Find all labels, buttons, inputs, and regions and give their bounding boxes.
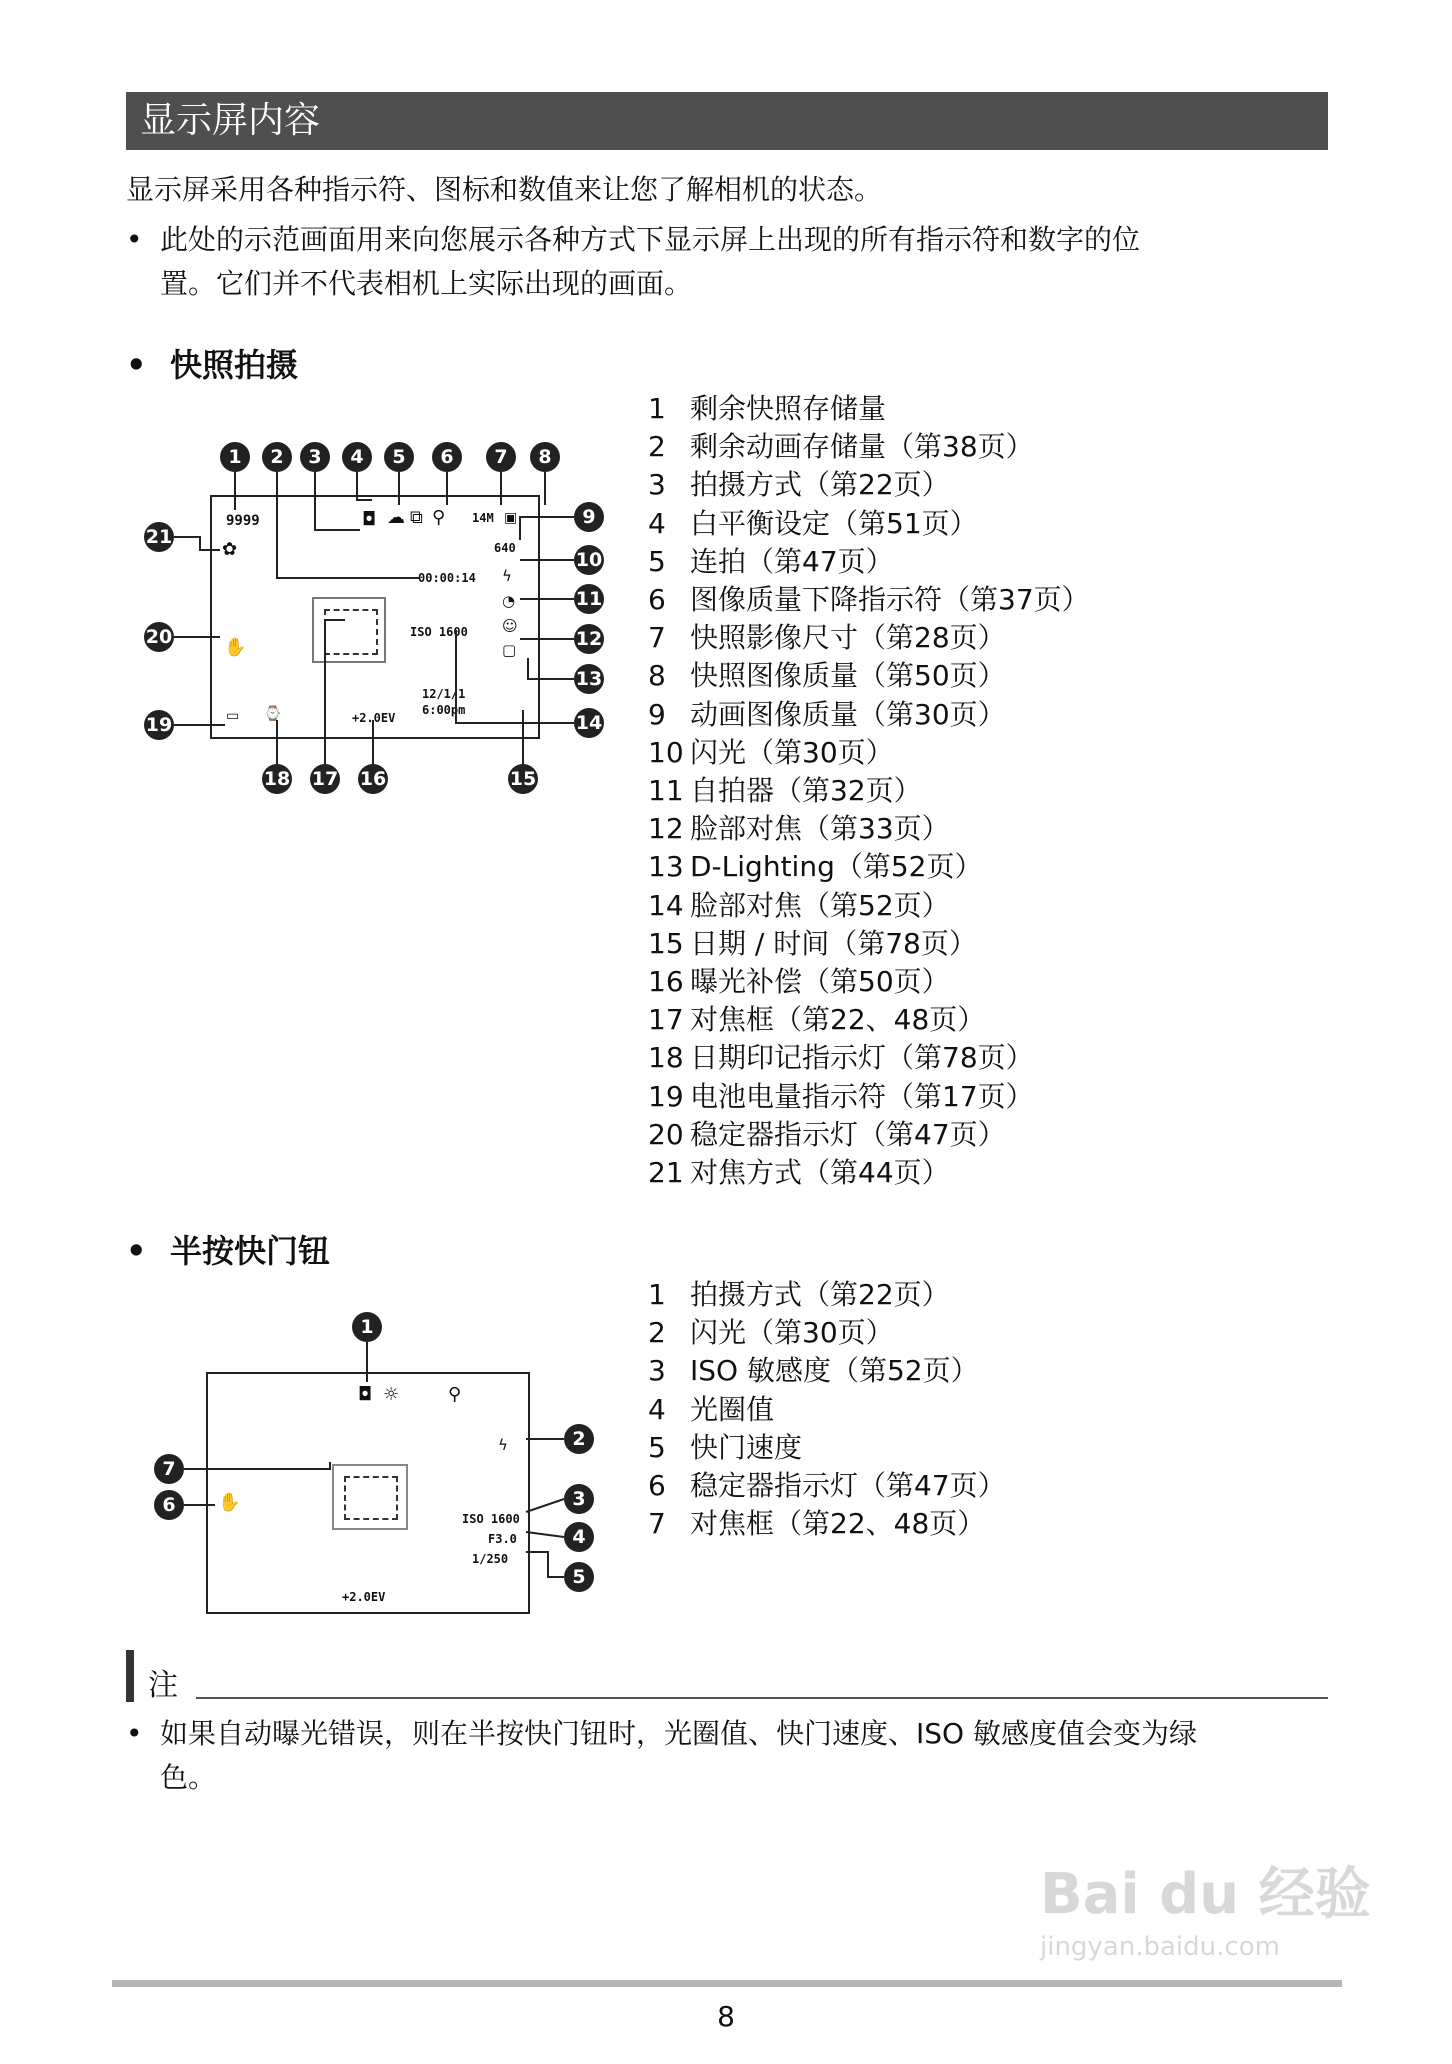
legend-text: 脸部对焦（第33页） [690, 812, 950, 846]
note-text-line1: 如果自动曝光错误，则在半按快门钮时，光圈值、快门速度、ISO 敏感度值会变为绿 [160, 1717, 1197, 1750]
note-divider [196, 1697, 1328, 1699]
magnify-icon: ⚲ [448, 1384, 462, 1405]
legend-text: 白平衡设定（第51页） [690, 506, 978, 540]
movie-time: 00:00:14 [418, 571, 476, 585]
legend-number: 8 [648, 659, 666, 693]
stabilizer-icon: ✋ [218, 1492, 241, 1513]
remaining-count: 9999 [226, 513, 260, 529]
legend-number: 6 [648, 1469, 666, 1503]
legend-number: 4 [648, 1392, 666, 1426]
callout-2: 2 [564, 1424, 594, 1454]
iso-value: ISO 1600 [462, 1512, 520, 1526]
legend-text: 对焦框（第22、48页） [690, 1003, 986, 1037]
magnify-icon: ⚲ [432, 507, 446, 528]
legend-text: 电池电量指示符（第17页） [690, 1079, 1034, 1113]
legend-text: 快门速度 [690, 1430, 803, 1464]
legend-text: 曝光补偿（第50页） [690, 965, 950, 999]
callout-11: 11 [574, 584, 604, 614]
legend-text: 日期 / 时间（第78页） [690, 926, 977, 960]
iso-number: 1600 [490, 1512, 520, 1526]
note-marker [126, 1650, 134, 1702]
legend-text: 闪光（第30页） [690, 1316, 894, 1350]
legend-number: 1 [648, 392, 666, 425]
movie-quality: 640 [494, 541, 516, 555]
ev-value: +2.0EV [342, 1590, 386, 1604]
aperture-value: F3.0 [488, 1532, 517, 1546]
iso-number: 1600 [438, 625, 468, 639]
legend-number: 20 [648, 1117, 684, 1151]
callout-1: 1 [352, 1312, 382, 1342]
date: 12/1/1 [422, 687, 466, 701]
callout-3: 3 [564, 1484, 594, 1514]
legend-text: 剩余快照存储量 [690, 392, 887, 425]
callout-4: 4 [564, 1522, 594, 1552]
legend-number: 7 [648, 1507, 666, 1541]
legend-text: 闪光（第30页） [690, 735, 894, 769]
legend-text: 快照图像质量（第50页） [690, 659, 1006, 693]
legend-number: 7 [648, 621, 666, 655]
callout-6: 6 [154, 1490, 184, 1520]
legend-text: 对焦框（第22、48页） [690, 1507, 986, 1541]
legend-text: ISO 敏感度（第52页） [690, 1354, 979, 1388]
watermark-url: jingyan.baidu.com [1040, 1932, 1280, 1962]
quality-icon: ▣ [504, 510, 518, 526]
iso-value: ISO 1600 [410, 625, 468, 639]
callout-10: 10 [574, 545, 604, 575]
section-title: 显示屏内容 [126, 92, 1328, 150]
bullet-dot: • [126, 1717, 143, 1750]
legend-number: 19 [648, 1079, 684, 1113]
intro-text: 显示屏采用各种指示符、图标和数值来让您了解相机的状态。 [126, 173, 883, 206]
continuous-icon: ⧉ [410, 507, 423, 528]
bullet-text-line2: 置。它们并不代表相机上实际出现的画面。 [160, 267, 693, 300]
heading-text: 快照拍摄 [170, 346, 299, 384]
legend-text: 拍摄方式（第22页） [690, 468, 950, 502]
watermark-logo: Bai du 经验 [1040, 1862, 1371, 1927]
legend-text: 自拍器（第32页） [690, 774, 922, 808]
legend-text: 稳定器指示灯（第47页） [690, 1469, 1006, 1503]
ev-value: +2.0EV [352, 711, 396, 725]
time: 6:00pm [422, 703, 466, 717]
callout-6: 6 [432, 442, 462, 472]
callout-15: 15 [508, 764, 538, 794]
shutter-value: 1/250 [472, 1552, 509, 1566]
legend-text: D-Lighting（第52页） [690, 850, 983, 884]
legend-number: 10 [648, 735, 684, 769]
legend-number: 9 [648, 697, 666, 731]
note-label: 注 [148, 1668, 178, 1703]
camera-icon: ◘ [358, 1384, 373, 1405]
d-lighting-icon: ▢ [502, 641, 517, 659]
callout-4: 4 [342, 442, 372, 472]
callout-1: 1 [220, 442, 250, 472]
flash-icon: ϟ [498, 1436, 508, 1454]
legend-number: 15 [648, 926, 684, 960]
callout-18: 18 [262, 764, 292, 794]
callout-17: 17 [310, 764, 340, 794]
legend-text: 剩余动画存储量（第38页） [690, 430, 1034, 464]
legend-number: 4 [648, 506, 666, 540]
stabilizer-icon: ✋ [224, 637, 247, 658]
callout-19: 19 [144, 710, 174, 740]
date-stamp-icon: ⌚ [264, 706, 282, 722]
callout-7: 7 [486, 442, 516, 472]
battery-icon: ▭ [226, 708, 240, 724]
bullet-text-line1: 此处的示范画面用来向您展示各种方式下显示屏上出现的所有指示符和数字的位 [160, 223, 1141, 256]
legend-number: 21 [648, 1156, 684, 1190]
legend-number: 2 [648, 1316, 666, 1350]
heading-text: 半按快门钮 [170, 1232, 331, 1270]
legend-number: 6 [648, 583, 666, 617]
callout-3: 3 [300, 442, 330, 472]
legend-text: 动画图像质量（第30页） [690, 697, 1006, 731]
legend-number: 18 [648, 1041, 684, 1075]
callout-7: 7 [154, 1454, 184, 1484]
callout-20: 20 [144, 622, 174, 652]
callout-12: 12 [574, 624, 604, 654]
callout-21: 21 [144, 522, 174, 552]
callout-13: 13 [574, 664, 604, 694]
legend-number: 5 [648, 544, 666, 578]
flash-icon: ϟ [502, 567, 512, 585]
self-timer-icon: ◔ [502, 592, 516, 610]
legend-text: 对焦方式（第44页） [690, 1156, 950, 1190]
callout-16: 16 [358, 764, 388, 794]
legend-number: 3 [648, 468, 666, 502]
white-balance-icon: ☼ [383, 1384, 400, 1405]
legend-number: 13 [648, 850, 684, 884]
legend-number: 16 [648, 965, 684, 999]
camera-icon: ◘ [362, 509, 377, 530]
page-number: 8 [717, 2000, 735, 2033]
focus-mode-icon: ✿ [222, 539, 238, 560]
note-text-line2: 色。 [160, 1761, 217, 1794]
legend-text: 稳定器指示灯（第47页） [690, 1117, 1006, 1151]
legend-number: 11 [648, 774, 684, 808]
callout-9: 9 [574, 502, 604, 532]
bullet-dot: • [126, 1232, 147, 1270]
face-icon: ☺ [502, 617, 518, 635]
legend-number: 14 [648, 888, 684, 922]
callout-5: 5 [384, 442, 414, 472]
callout-5: 5 [564, 1562, 594, 1592]
callout-2: 2 [262, 442, 292, 472]
legend-text: 快照影像尺寸（第28页） [690, 621, 1006, 655]
legend-text: 拍摄方式（第22页） [690, 1278, 950, 1311]
callout-14: 14 [574, 708, 604, 738]
legend-text: 光圈值 [690, 1392, 775, 1426]
bullet-dot: • [126, 346, 147, 384]
legend-text: 图像质量下降指示符（第37页） [690, 583, 1090, 617]
legend-number: 12 [648, 812, 684, 846]
image-size: 14M [472, 511, 494, 525]
callout-8: 8 [530, 442, 560, 472]
legend-number: 1 [648, 1278, 666, 1311]
footer-divider [112, 1980, 1342, 1987]
legend-text: 日期印记指示灯（第78页） [690, 1041, 1034, 1075]
legend-number: 17 [648, 1003, 684, 1037]
legend-text: 脸部对焦（第52页） [690, 888, 950, 922]
legend-number: 3 [648, 1354, 666, 1388]
white-balance-icon: ☁ [387, 507, 405, 528]
legend-text: 连拍（第47页） [690, 544, 894, 578]
legend-number: 5 [648, 1430, 666, 1464]
legend-number: 2 [648, 430, 666, 464]
bullet-dot: • [126, 223, 143, 256]
